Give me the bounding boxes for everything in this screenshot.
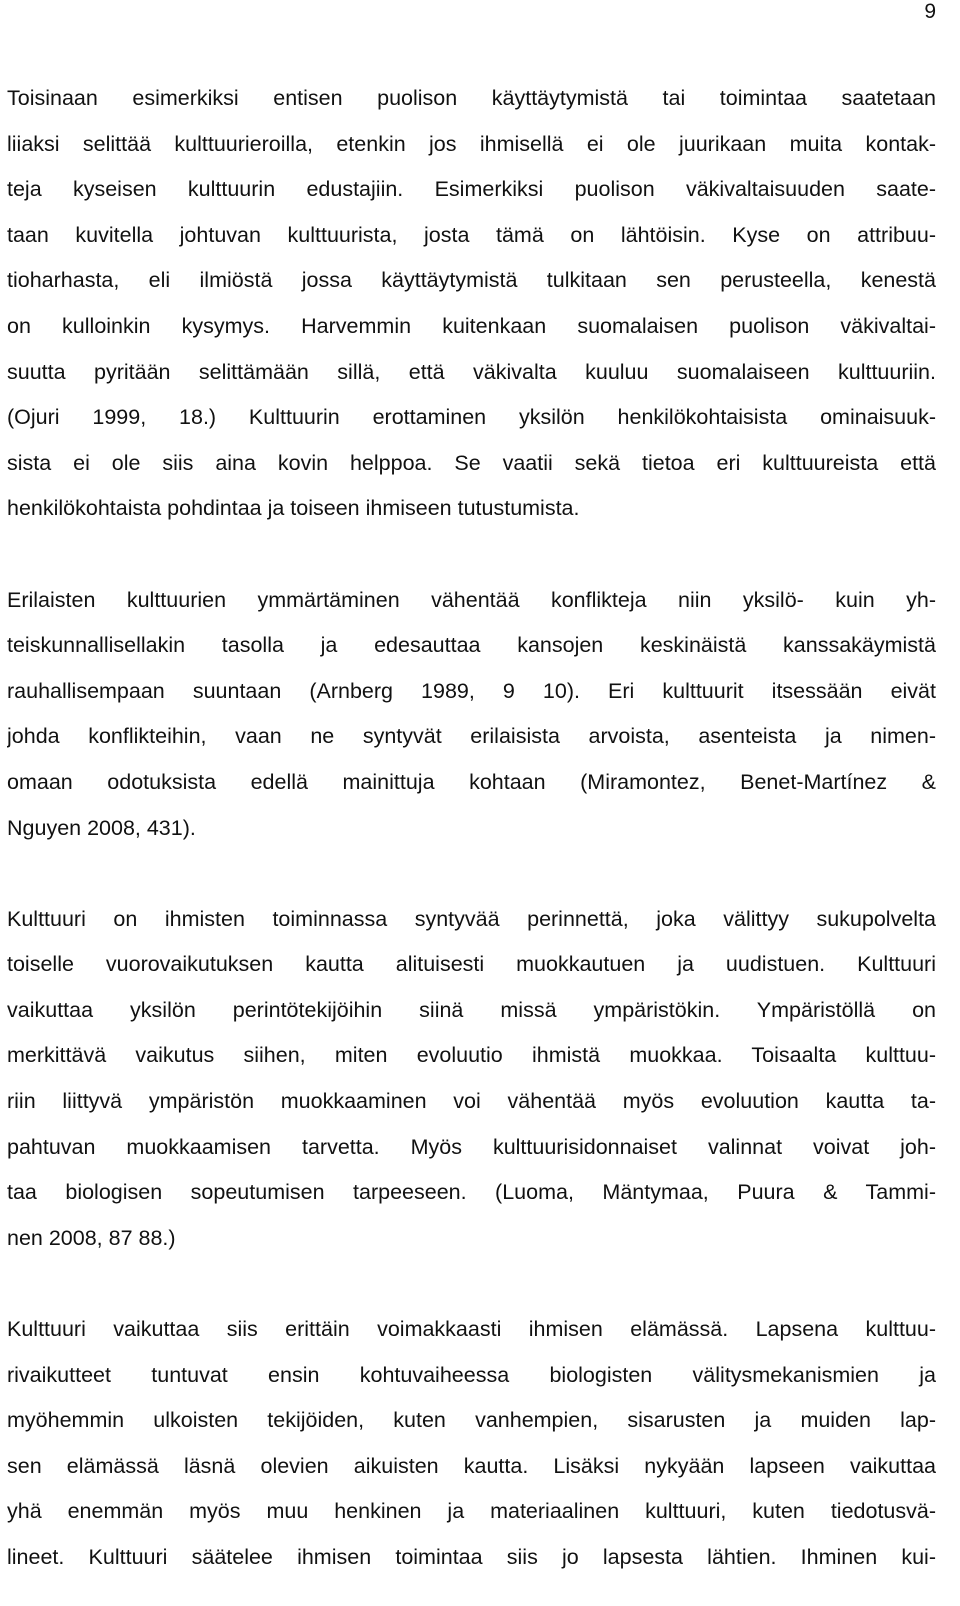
paragraph: [7, 578, 936, 852]
text-line: myöhemmin ulkoisten tekijöiden, kuten vanhempien, sisarusten ja muiden lap-: [7, 1408, 936, 1433]
text-line: suutta pyritään selittämään sillä, että väkivalta kuuluu suomalaiseen kulttuuriin.: [7, 359, 936, 384]
text-line: tioharhasta, eli ilmiöstä jossa käyttäytymistä tulkitaan sen perusteella, kenestä: [7, 268, 936, 293]
text-line: Kulttuuri on ihmisten toiminnassa syntyvää perinnettä, joka välittyy sukupolvelta: [7, 906, 936, 931]
text-line: sen elämässä läsnä olevien aikuisten kautta. Lisäksi nykyään lapseen vaikuttaa: [7, 1453, 936, 1478]
text-line: nen 2008, 87 88.): [7, 1225, 176, 1250]
text-line: toiselle vuorovaikutuksen kautta alituisesti muokkautuen ja uudistuen. Kulttuuri: [7, 952, 936, 977]
text-line: liiaksi selittää kulttuurieroilla, etenkin jos ihmisellä ei ole juurikaan muita kontak-: [7, 131, 936, 156]
text-line: on kulloinkin kysymys. Harvemmin kuitenkaan suomalaisen puolison väkivaltai-: [7, 313, 936, 338]
text-line: taa biologisen sopeutumisen tarpeeseen. (Luoma, Mäntymaa, Puura & Tammi-: [7, 1180, 936, 1205]
text-line: sista ei ole siis aina kovin helppoa. Se vaatii sekä tietoa eri kulttuureista että: [7, 450, 936, 475]
text-line: yhä enemmän myös muu henkinen ja materiaalinen kulttuuri, kuten tiedotusvä-: [7, 1499, 936, 1524]
text-line: pahtuvan muokkaamisen tarvetta. Myös kulttuurisidonnaiset valinnat voivat joh-: [7, 1134, 936, 1159]
text-line: taan kuvitella johtuvan kulttuurista, josta tämä on lähtöisin. Kyse on attribuu-: [7, 222, 936, 247]
text-line: rauhallisempaan suuntaan (Arnberg 1989, 9 10). Eri kulttuurit itsessään eivät: [7, 678, 936, 703]
text-line: Toisinaan esimerkiksi entisen puolison käyttäytymistä tai toimintaa saatetaan: [7, 86, 936, 110]
page-body: [7, 76, 936, 1581]
paragraph: [7, 1307, 936, 1581]
text-line: Nguyen 2008, 431).: [7, 815, 196, 840]
text-line: Erilaisten kulttuurien ymmärtäminen vähentää konflikteja niin yksilö- kuin yh-: [7, 587, 936, 612]
paragraph: [7, 897, 936, 1262]
text-line: omaan odotuksista edellä mainittuja kohtaan (Miramontez, Benet-Martínez &: [7, 769, 936, 794]
text-line: Kulttuuri vaikuttaa siis erittäin voimakkaasti ihmisen elämässä. Lapsena kulttuu-: [7, 1317, 936, 1342]
text-line: johda konflikteihin, vaan ne syntyvät erilaisista arvoista, asenteista ja nimen-: [7, 724, 936, 749]
text-line: rivaikutteet tuntuvat ensin kohtuvaiheessa biologisten välitysmekanismien ja: [7, 1362, 936, 1387]
text-line: vaikuttaa yksilön perintötekijöihin siinä missä ympäristökin. Ympäristöllä on: [7, 997, 936, 1022]
text-line: (Ojuri 1999, 18.) Kulttuurin erottaminen yksilön henkilökohtaisista ominaisuuk-: [7, 405, 936, 430]
text-line: teiskunnallisellakin tasolla ja edesauttaa kansojen keskinäistä kanssakäymistä: [7, 633, 936, 658]
text-line: riin liittyvä ympäristön muokkaaminen voi vähentää myös evoluution kautta ta-: [7, 1089, 936, 1114]
text-line: teja kyseisen kulttuurin edustajiin. Esimerkiksi puolison väkivaltaisuuden saate-: [7, 177, 936, 202]
text-line: lineet. Kulttuuri säätelee ihmisen toimintaa siis jo lapsesta lähtien. Ihminen kui-: [7, 1545, 936, 1569]
text-line: merkittävä vaikutus siihen, miten evoluutio ihmistä muokkaa. Toisaalta kulttuu-: [7, 1043, 936, 1068]
paragraph: [7, 76, 936, 532]
text-line: henkilökohtaista pohdintaa ja toiseen ihmiseen tutustumista.: [7, 496, 580, 521]
page-number: 9: [924, 0, 936, 23]
